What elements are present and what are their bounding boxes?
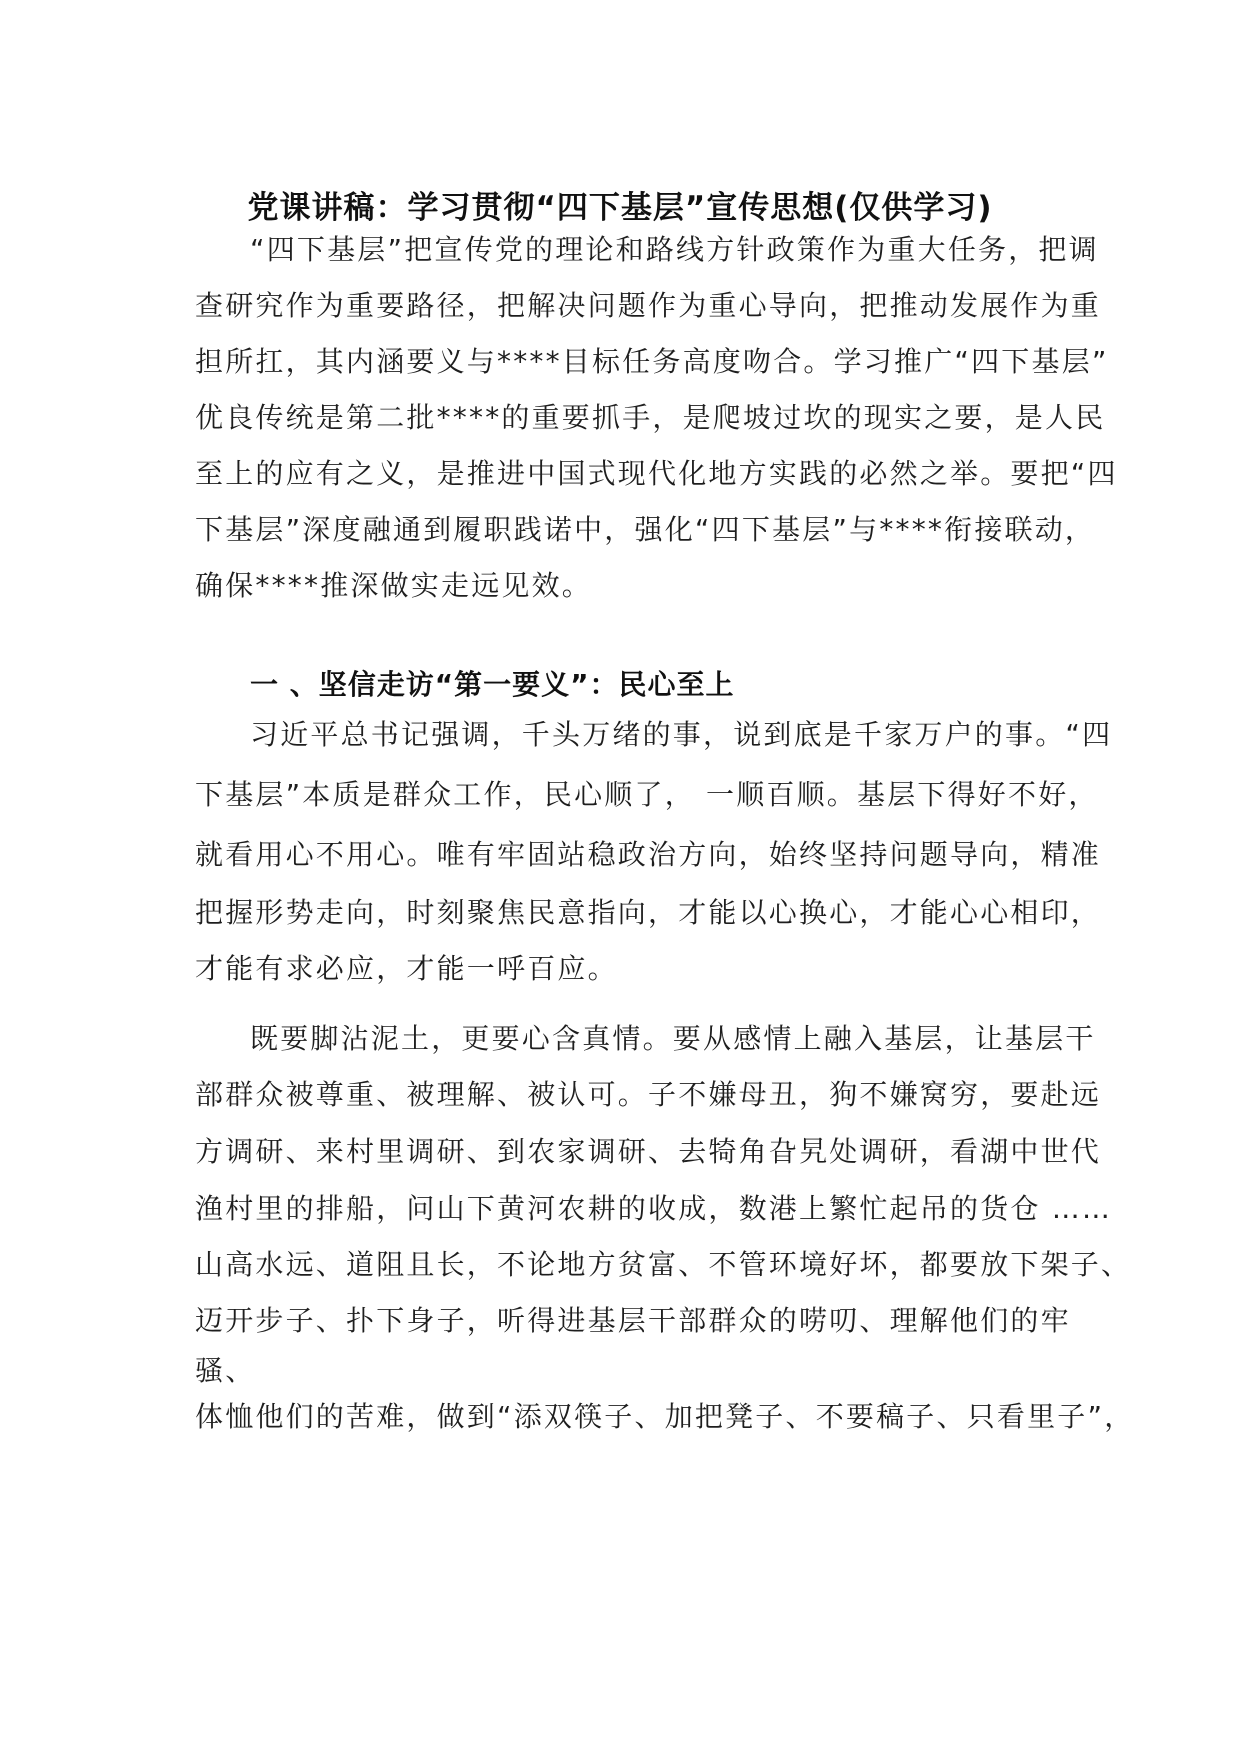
paragraph-line: 部群众被尊重、被理解、被认可。子不嫌母丑，狗不嫌窝穷，要赴远: [195, 1078, 1102, 1111]
paragraph-line: 渔村里的排船，问山下黄河农耕的收成，数港上繁忙起吊的货仓 ……: [195, 1192, 1113, 1225]
paragraph-line: 优良传统是第二批****的重要抓手，是爬坡过坎的现实之要，是人民: [195, 401, 1106, 434]
paragraph-line: 查研究作为重要路径，把解决问题作为重心导向，把推动发展作为重: [195, 289, 1102, 322]
paragraph-line: “四下基层”把宣传党的理论和路线方针政策作为重大任务，把调: [250, 233, 1099, 266]
paragraph-line: 既要脚沾泥土，更要心含真情。要从感情上融入基层，让基层干: [250, 1022, 1096, 1055]
paragraph-line: 习近平总书记强调，千头万绪的事，说到底是千家万户的事。“四: [250, 718, 1113, 751]
paragraph-line: 山高水远、道阻且长，不论地方贫富、不管环境好坏，都要放下架子、: [195, 1248, 1132, 1281]
paragraph-line: 把握形势走向，时刻聚焦民意指向，才能以心换心，才能心心相印，: [195, 896, 1102, 929]
paragraph-line: 体恤他们的苦难，做到“添双筷子、加把凳子、不要稿子、只看里子”，: [195, 1400, 1135, 1433]
paragraph-line: 就看用心不用心。唯有牢固站稳政治方向，始终坚持问题导向，精准: [195, 838, 1102, 871]
paragraph-line: 确保****推深做实走远见效。: [195, 569, 593, 602]
paragraph-line: 才能有求必应，才能一呼百应。: [195, 952, 618, 985]
paragraph-line: 至上的应有之义，是推进中国式现代化地方实践的必然之举。要把“四: [195, 457, 1118, 490]
paragraph-line: 下基层”本质是群众工作，民心顺了， 一顺百顺。基层下得好不好，: [195, 778, 1099, 811]
paragraph-line: 迈开步子、扑下身子，听得进基层干部群众的唠叨、理解他们的牢: [195, 1304, 1071, 1337]
paragraph-line: 方调研、来村里调研、到农家调研、去犄角旮旯处调研，看湖中世代: [195, 1135, 1102, 1168]
document-title: 党课讲稿：学习贯彻“四下基层”宣传思想(仅供学习): [247, 190, 993, 226]
paragraph-line: 担所扛，其内涵要义与****目标任务高度吻合。学习推广“四下基层”: [195, 345, 1109, 378]
paragraph-line: 下基层”深度融通到履职践诺中，强化“四下基层”与****衔接联动，: [195, 513, 1096, 546]
section-heading: 一 、坚信走访“第一要义”：民心至上: [250, 668, 735, 701]
paragraph-line: 骚、: [195, 1354, 256, 1387]
